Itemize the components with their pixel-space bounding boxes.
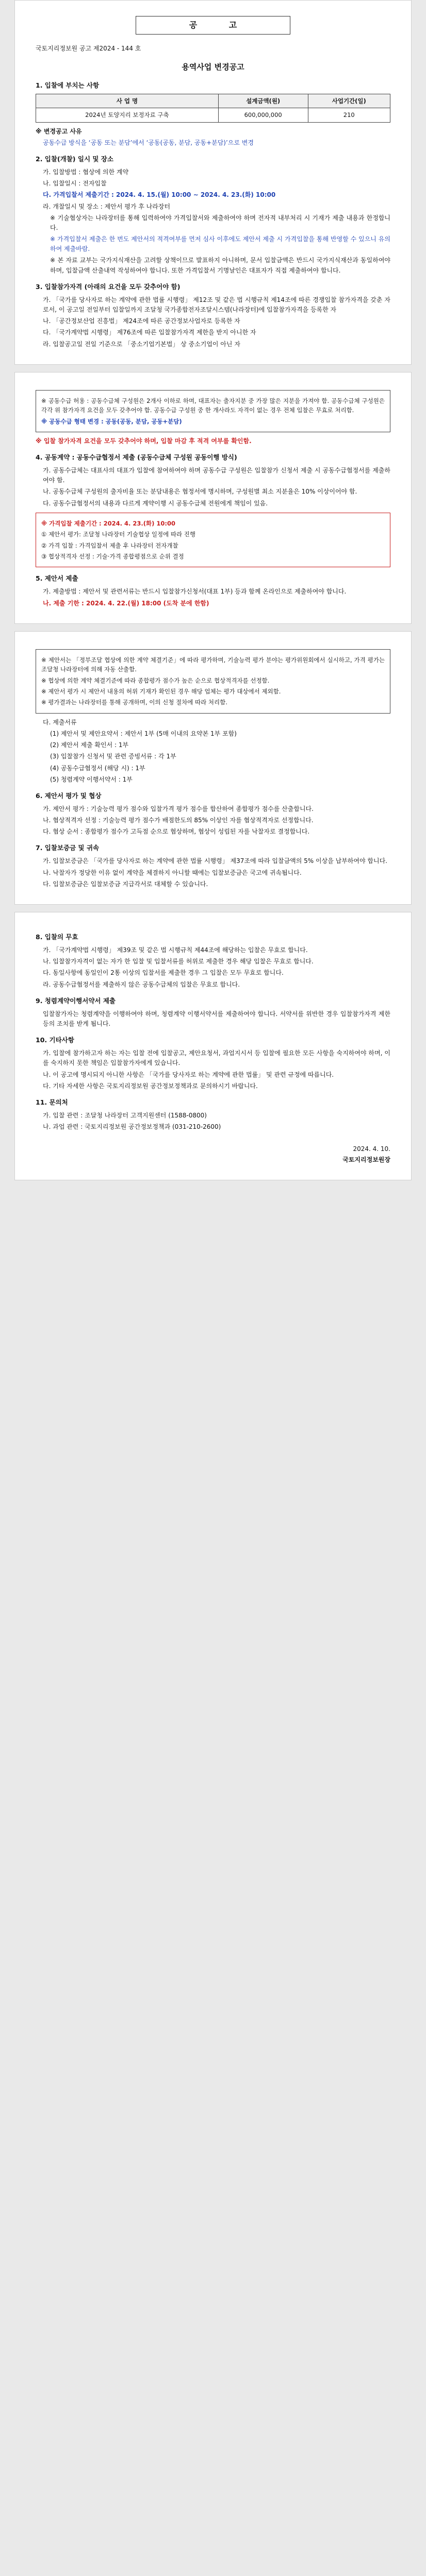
list-item: 나. 이 공고에 명시되지 아니한 사항은 「국가를 당사자로 하는 계약에 관한 법률」 및 관련 규정에 따릅니다. <box>43 1071 334 1078</box>
list-item: 가. 제안서 평가 : 기술능력 평가 점수와 입찰가격 평가 점수를 합산하여 종합평가 점수를 산출합니다. <box>43 805 314 812</box>
list-item: 다. 입찰보증금은 입찰보증금 지급각서로 대체할 수 있습니다. <box>43 880 208 888</box>
list-item: 다. 제출서류 <box>43 718 77 726</box>
list-item: 가. 제출방법 : 제안서 및 관련서류는 반드시 입찰참가신청서(대표 1부) 등과 함께 온라인으로 제출하여야 합니다. <box>43 588 347 596</box>
evaluation-note-box <box>36 649 390 714</box>
list-item: 다. 동일사항에 동일인이 2통 이상의 입찰서를 제출한 경우 그 입찰은 모두 무효로 합니다. <box>43 969 284 977</box>
list-item: 나. 낙찰자가 정당한 이유 없이 계약을 체결하지 아니할 때에는 입찰보증금은 국고에 귀속됩니다. <box>43 869 302 876</box>
table-row <box>36 108 390 122</box>
page-1 <box>14 0 412 365</box>
list-item: 다. 기타 자세한 사항은 국토지리정보원 공간정보정책과로 문의하시기 바랍니다. <box>43 1082 258 1090</box>
list-item: ※ 기술협상자는 나라장터를 통해 입력하여야 가격입찰서와 제출하여야 하며 전자적 내부처리 시 기재가 제출 내용과 한정합니다. <box>50 214 390 231</box>
section-9-text: 입찰참가자는 청렴계약을 이행하여야 하며, 청렴계약 이행서약서를 제출하여야 합니다. 서약서를 위반한 경우 입찰참가자격 제한 등의 조치를 받게 됩니다. <box>43 1010 390 1027</box>
section-11-title: 11. 문의처 <box>36 1098 68 1106</box>
page-4 <box>14 912 412 1180</box>
eligibility-warning: ※ 입찰 참가자격 요건을 모두 갖추어야 하며, 입찰 마감 후 적격 여부를 확인함. <box>36 437 252 445</box>
list-item: (5) 청렴계약 이행서약서 : 1부 <box>50 775 133 783</box>
list-item: (4) 공동수급협정서 (해당 시) : 1부 <box>50 764 145 772</box>
list-item: (1) 제안서 및 제안요약서 : 제안서 1부 (5매 이내의 요약본 1부 포함) <box>50 730 237 737</box>
issuer-name: 국토지리정보원장 <box>342 1156 390 1164</box>
change-reason-label: ※ 변경공고 사유 <box>36 127 82 135</box>
section-9-title: 9. 청렴계약이행서약서 제출 <box>36 996 116 1005</box>
joint-bid-note: ※ 공동수급 허용 : 공동수급체 구성원은 2개사 이하로 하며, 대표자는 출자지분 중 가장 많은 지분을 가져야 함. 공동수급체 구성원은 각각 위 참가자격 요건을 모두 갖추어야 함. 공동수급 구성원 중 한 개사라도 자격이 없는 경우 전체 입찰은 무효로 처리함. <box>41 397 385 414</box>
list-item: 라. 개찰일시 및 장소 : 제안서 평가 후 나라장터 <box>43 202 171 210</box>
list-item: (3) 입찰참가 신청서 및 관련 증빙서류 : 각 1부 <box>50 753 176 760</box>
list-item: 다. 「국가계약법 시행령」 제76조에 따른 입찰참가자격 제한을 받지 아니한 자 <box>43 329 256 336</box>
list-item: 나. 「공간정보산업 진흥법」 제24조에 따른 공간정보사업자로 등록한 자 <box>43 317 240 325</box>
list-item: 나. 공동수급체 구성원의 출자비율 또는 분담내용은 협정서에 명시하며, 구성원별 최소 지분율은 10% 이상이어야 함. <box>43 488 357 496</box>
section-6-title: 6. 제안서 평가 및 협상 <box>36 791 102 800</box>
change-reason-text: 공동수급 방식을 ‘공동 또는 분담’에서 ‘공동(공동, 분담, 공동+분담)’으로 변경 <box>43 139 254 146</box>
section-7-title: 7. 입찰보증금 및 귀속 <box>36 844 100 852</box>
notice-subtitle: 용역사업 변경공고 <box>182 62 244 72</box>
section-10-title: 10. 기타사항 <box>36 1036 74 1044</box>
joint-bid-type-note: ※ 공동수급 형태 변경 : 공동(공동, 분담, 공동+분담) <box>41 417 182 425</box>
table-cell: 2024년 토양지리 보정자료 구축 <box>36 108 219 122</box>
table-header: 설계금액(원) <box>218 94 308 108</box>
section-4-title: 4. 공동계약 : 공동수급협정서 제출 (공동수급체 구성원 공동이행 방식) <box>36 453 237 462</box>
signoff <box>36 1144 390 1165</box>
schedule-line: ② 가격 입찰 : 가격입찰서 제출 후 나라장터 전자개찰 <box>41 541 178 549</box>
section-8-title: 8. 입찰의 무효 <box>36 933 78 941</box>
evaluation-note: ※ 평가결과는 나라장터를 통해 공개하며, 이의 신청 절차에 따라 처리함. <box>41 699 227 706</box>
project-table <box>36 94 390 123</box>
section-2-note: ※ 본 자료 교부는 국가지식재산을 고려할 상책이므로 발표하지 아니하며, 문서 입찰금액은 반드시 국가지식재산과 동일하여야 하며, 입찰금액 산출내역 작성하여야 합니다. 또한 가격입찰서 기명날인은 대표자가 직접 제출하여야 합니다. <box>50 257 390 274</box>
section-2-title: 2. 입찰(개찰) 일시 및 장소 <box>36 155 113 163</box>
section-3-title: 3. 입찰참가자격 (아래의 요건을 모두 갖추어야 함) <box>36 282 181 291</box>
schedule-line: ③ 협상적격자 선정 : 기술·가격 종합평점으로 순위 결정 <box>41 553 184 561</box>
list-item: 가. 공동수급체는 대표사의 대표가 입찰에 참여하여야 하며 공동수급 구성원은 입찰참가 신청서 제출 시 공동수급협정서를 제출하여야 함. <box>43 467 390 484</box>
list-item: 나. 입찰참가자격이 없는 자가 한 입찰 및 입찰서류를 허위로 제출한 경우 해당 입찰은 무효로 합니다. <box>43 958 314 965</box>
list-item: 나. 제출 기한 : 2024. 4. 22.(월) 18:00 (도착 분에 한함) <box>43 599 209 607</box>
list-item: 가. 입찰에 참가하고자 하는 자는 입찰 전에 입찰공고, 제안요청서, 과업지시서 등 입찰에 필요한 모든 사항을 숙지하여야 하며, 이를 숙지하지 못한 책임은 입찰참가자에게 있습니다. <box>43 1049 390 1067</box>
table-cell: 210 <box>308 108 390 122</box>
list-item: 가. 입찰방법 : 협상에 의한 계약 <box>43 168 129 176</box>
list-item: 가. 「국가계약법 시행령」 제39조 및 같은 법 시행규칙 제44조에 해당하는 입찰은 무효로 합니다. <box>43 946 308 954</box>
notice-title: 공 고 <box>136 16 290 35</box>
schedule-line: ① 제안서 평가: 조달청 나라장터 기술협상 일정에 따라 진행 <box>41 531 195 538</box>
list-item: 라. 공동수급협정서를 제출하지 않은 공동수급체의 입찰은 무효로 합니다. <box>43 980 240 988</box>
page-2 <box>14 372 412 624</box>
list-item: 나. 과업 관련 : 국토지리정보원 공간정보정책과 (031-210-2600) <box>43 1123 221 1131</box>
list-item: 다. 가격입찰서 제출기간 : 2024. 4. 15.(월) 10:00 ∼ 2024. 4. 23.(화) 10:00 <box>43 191 276 199</box>
evaluation-note: ※ 제안서는 「정부조달 협상에 의한 계약 체결기준」에 따라 평가하며, 기술능력 평가 분야는 평가위원회에서 실시하고, 가격 평가는 조달청 나라장터에 의해 자동 산출함. <box>41 656 385 673</box>
list-item: 라. 입찰공고일 전일 기준으로 「중소기업기본법」 상 중소기업이 아닌 자 <box>43 340 240 348</box>
list-item: 가. 입찰보증금은 「국가를 당사자로 하는 계약에 관한 법률 시행령」 제37조에 따라 입찰금액의 5% 이상을 납부하여야 합니다. <box>43 857 387 865</box>
page-3 <box>14 631 412 905</box>
list-item: 나. 협상적격자 선정 : 기술능력 평가 점수가 배점한도의 85% 이상인 자를 협상적격자로 선정합니다. <box>43 817 314 824</box>
list-item: 나. 입찰일시 : 전자입찰 <box>43 180 107 188</box>
list-item: ※ 가격입찰서 제출은 한 번도 제안서의 적격여부를 먼저 심사 이후에도 제안서 제출 시 가격입찰을 통해 반영할 수 있으니 유의하여 제출바람. <box>50 235 390 253</box>
table-cell: 600,000,000 <box>218 108 308 122</box>
joint-bid-note-box <box>36 390 390 432</box>
notice-number: 국토지리정보원 공고 제2024 - 144 호 <box>36 44 141 52</box>
evaluation-note: ※ 제안서 평가 시 제안서 내용의 허위 기재가 확인된 경우 해당 업체는 평가 대상에서 제외함. <box>41 687 281 695</box>
section-1-title: 1. 입찰에 부치는 사항 <box>36 81 100 89</box>
list-item: 가. 입찰 관련 : 조달청 나라장터 고객지원센터 (1588-0800) <box>43 1111 207 1119</box>
schedule-box-title: ※ 가격입찰 제출기간 : 2024. 4. 23.(화) 10:00 <box>41 519 176 527</box>
evaluation-note: ※ 협상에 의한 계약 체결기준에 따라 종합평가 점수가 높은 순으로 협상적격자를 선정함. <box>41 676 270 684</box>
table-header: 사 업 명 <box>36 94 219 108</box>
notice-date: 2024. 4. 10. <box>353 1145 390 1153</box>
table-header: 사업기간(일) <box>308 94 390 108</box>
list-item: 다. 협상 순서 : 종합평가 점수가 고득점 순으로 협상하며, 협상이 성립된 자를 낙찰자로 결정합니다. <box>43 828 310 836</box>
list-item: 가. 「국가를 당사자로 하는 계약에 관한 법률 시행령」 제12조 및 같은 법 시행규칙 제14조에 따른 경쟁입찰 참가자격을 갖춘 자로서, 이 공고일 전일부터 입찰일까지 조달청 국가종합전자조달시스템(나라장터)에 입찰참가자격을 등록한 자 <box>43 296 390 313</box>
list-item: 다. 공동수급협정서의 내용과 다르게 계약이행 시 공동수급체 전원에게 책임이 있음. <box>43 499 268 507</box>
schedule-box <box>36 513 390 568</box>
list-item: (2) 제안서 제출 확인서 : 1부 <box>50 741 129 749</box>
section-5-title: 5. 제안서 제출 <box>36 574 78 583</box>
